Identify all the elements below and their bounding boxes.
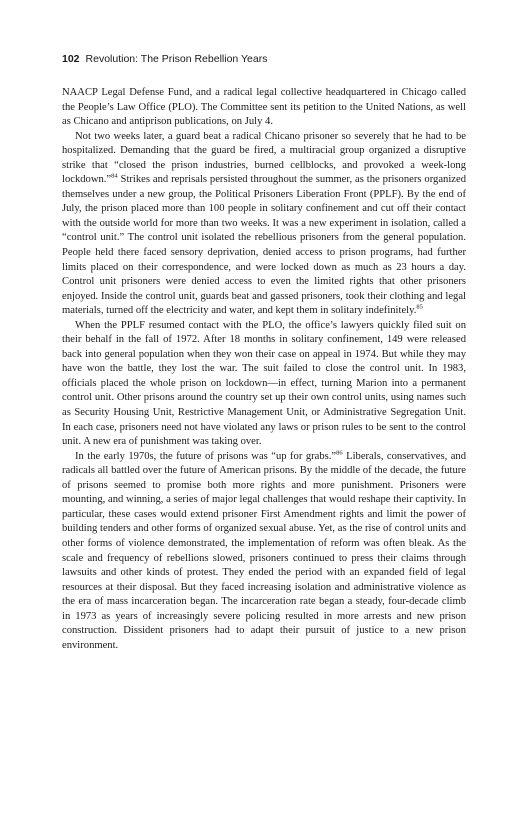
paragraph-text: Liberals, conservatives, and radicals all battled over the future of American prisons. By the middle of the decade, the future of prisons seemed to promise both more rights and more punishment. Prisoners were mounting, and winning, a series of major legal challenges that would reshape their captivity. In particular, these cases would extend prisoner First Amendment rights and limit the power of building tenders and other forms of organized sexual abuse. Yet, as the rise of control units and other forms of violence demonstrated, the implementation of reform was often bleak. As the scale and frequency of rebellions slowed, prisoners continued to press their claims through lawsuits and other kinds of protest. They ended the period with an expanded field of legal resources at their disposal. But they faced increasing isolation and administrative violence as the era of mass incarceration began. The incarceration rate began a steady, four-decade climb in 1973 as years of increasingly severe policing resulted in more arrests and new prison construction. Dissident prisoners had to adapt their pursuit of justice to a new prison environment. <box>62 450 467 651</box>
running-header <box>62 52 466 66</box>
running-title: Revolution: The Prison Rebellion Years <box>85 53 268 65</box>
body-text <box>62 86 466 653</box>
paragraph-text: NAACP Legal Defense Fund, and a radical legal collective headquartered in Chicago called the People’s Law Office (PLO). The Committee sent its petition to the United Nations, as well as Chicano and antiprison publications, on July 4. <box>62 87 466 128</box>
paragraph-text: In the early 1970s, the future of prisons was “up for grabs.” <box>75 450 337 462</box>
footnote-marker: 85 <box>416 303 423 311</box>
page-number: 102 <box>62 53 80 65</box>
paragraph-text: Strikes and reprisals persisted throughout the summer, as the prisoners organized themselves under a new group, the Political Prisoners Liberation Front (PPLF). By the end of July, the prison placed more than 100 people in solitary confinement and cut off their contact with the outside world for more than two weeks. It was a new experiment in isolation, called a “control unit.” The control unit isolated the rebellious prisoners from the general population. People held there faced sensory deprivation, denied access to prison programs, had further limits placed on their correspondence, and were locked down as much as 23 hours a day. Control unit prisoners were denied access to even the limited rights that other prisoners enjoyed. Inside the control unit, guards beat and gassed prisoners, took their clothing and legal materials, turned off the electricity and water, and kept them in solitary indefinitely. <box>62 174 466 317</box>
footnote-marker: 86 <box>336 449 343 457</box>
paragraph-text: Not two weeks later, a guard beat a radical Chicano prisoner so severely that he had to be hospitalized. Demanding that the guard be fired, a multiracial group organized a disruptive strike that “closed the prison industries, burned cellblocks, and provoked a week-long lockdown.” <box>62 130 466 186</box>
paragraph <box>62 86 466 130</box>
paragraph <box>62 450 466 654</box>
paragraph-text: When the PPLF resumed contact with the PLO, the office’s lawyers quickly filed suit on their behalf in the fall of 1972. After 18 months in solitary confinement, 149 were released back into general population when they won their case on appeal in 1974. But while they may have won the battle, they lost the war. The suit failed to close the control unit. In 1983, officials placed the whole prison on lockdown—in effect, turning Marion into a permanent control unit. Other prisons around the country set up their own control units, using names such as Security Housing Unit, Restrictive Management Unit, or Administrative Segregation Unit. In each case, prisoners need not have violated any laws or prison rules to be sent to the control unit. A new era of punishment was taking over. <box>62 319 466 448</box>
paragraph <box>62 130 466 319</box>
paragraph <box>62 319 466 450</box>
footnote-marker: 84 <box>111 172 118 180</box>
book-page <box>62 52 466 653</box>
